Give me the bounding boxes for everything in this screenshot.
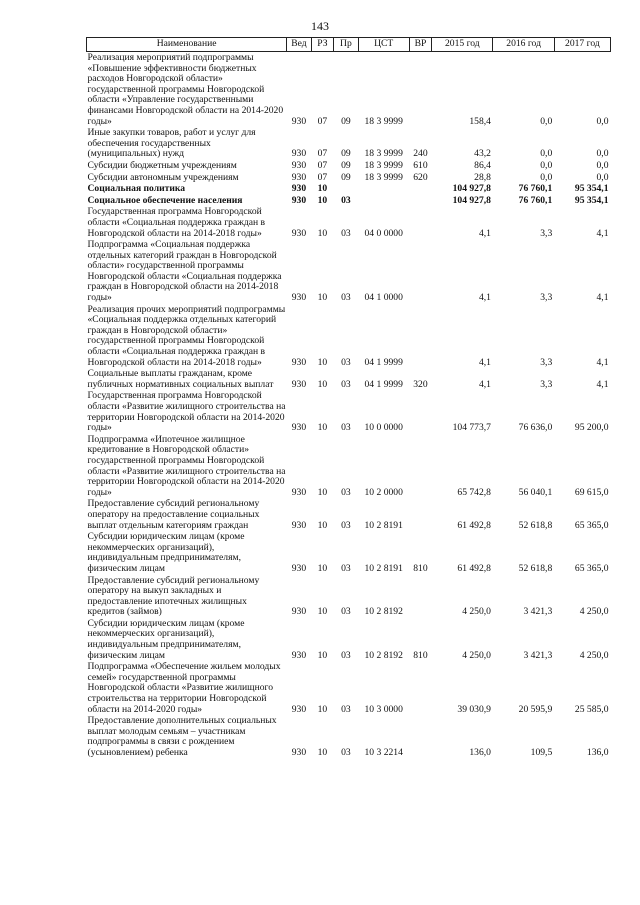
row-2017: 0,0 [596,171,609,183]
row-pr: 03 [341,356,351,368]
row-ved: 930 [291,486,307,498]
row-2017: 0,0 [596,148,609,160]
row-2017: 4,1 [596,227,609,239]
row-vr: 810 [413,649,428,661]
row-pr: 09 [341,159,351,171]
table-row [87,368,611,390]
row-vr [409,715,431,758]
row-name: Подпрограмма «Обеспечение жильем молодых семей» государственной программы Новгородской области «Развитие жилищного строительства на территории Новгородской области на 2014-2020 годы» [87,661,281,715]
row-pr: 03 [341,292,351,304]
row-ved: 930 [291,183,307,195]
row-cst: 10 3 2214 [364,747,403,758]
row-rz: 07 [317,159,328,171]
row-cst: 04 1 0000 [364,292,403,304]
row-cst: 18 3 9999 [364,115,403,127]
row-pr: 03 [341,486,351,498]
row-pr: 03 [341,703,351,715]
table-row [87,390,611,433]
row-rz: 10 [317,378,328,390]
row-ved: 930 [291,356,307,368]
row-cst: 04 1 9999 [364,378,403,390]
row-vr [409,52,431,128]
row-pr: 09 [341,115,351,127]
row-2015: 4,1 [478,378,491,390]
row-vr: 610 [413,159,428,171]
row-vr [409,498,431,531]
table-row [87,160,611,172]
table-row [87,206,611,239]
row-vr [409,575,431,618]
row-cst: 10 2 0000 [364,486,403,498]
row-rz: 10 [317,606,328,618]
row-vr [409,661,431,715]
row-2015: 61 492,8 [457,562,491,574]
row-name: Государственная программа Новгородской области «Социальная поддержка граждан в Новгородской области на 2014-2018 годы» [87,206,266,239]
row-ved: 930 [291,747,307,758]
row-2016: 3 421,3 [523,649,553,661]
row-ved: 930 [291,519,307,531]
row-name: Предоставление субсидий региональному оператору на выкуп закладных и предоставление ипотечных жилищных кредитов (займов) [87,574,260,618]
row-rz: 10 [317,486,328,498]
row-vr [409,183,431,195]
row-ved: 930 [291,292,307,304]
row-cst: 10 0 0000 [364,422,403,434]
row-2016: 76 760,1 [518,194,553,206]
row-name: Предоставление субсидий региональному оператору на предоставление социальных выплат отдельным категориям граждан [87,498,260,531]
row-2015: 4 250,0 [462,649,491,661]
row-vr: 240 [413,148,428,160]
row-cst [358,195,409,207]
table-row [87,661,611,715]
header-cst: ЦСТ [358,38,409,52]
row-vr [409,195,431,207]
row-2017: 4 250,0 [579,606,609,618]
row-2015: 4,1 [478,292,491,304]
row-2015: 158,4 [469,115,491,127]
row-ved: 930 [291,422,307,434]
row-rz: 10 [317,519,328,531]
row-pr: 03 [341,519,351,531]
table-header-row [87,38,611,52]
row-2016: 3,3 [540,378,553,390]
table-row [87,531,611,574]
row-pr: 03 [341,562,351,574]
row-ved: 930 [291,227,307,239]
row-name: Подпрограмма «Ипотечное жилищное кредитование в Новгородской области» государственной программы Новгородской области «Развитие жилищного строительства на территории Новгородской области на 2014-2020 годы» [87,433,286,498]
header-2017: 2017 год [554,38,610,52]
row-rz: 10 [317,183,328,195]
row-cst: 10 2 8191 [364,519,403,531]
row-cst: 04 0 0000 [364,227,403,239]
row-2016: 56 040,1 [518,486,553,498]
row-vr [409,390,431,433]
row-2016: 76 636,0 [518,422,553,434]
row-2016: 52 618,8 [518,519,553,531]
row-cst: 10 2 8192 [364,649,403,661]
row-name: Социальная политика [87,183,186,195]
row-pr: 09 [341,148,351,160]
row-cst: 10 3 0000 [364,703,403,715]
row-ved: 930 [291,703,307,715]
row-name: Государственная программа Новгородской области «Развитие жилищного строительства на территории Новгородской области на 2014-2020 годы» [87,390,286,434]
row-rz: 10 [317,292,328,304]
row-pr: 03 [341,649,351,661]
row-cst: 18 3 9999 [364,171,403,183]
row-vr [409,304,431,369]
row-name: Субсидии юридическим лицам (кроме некоммерческих организаций), индивидуальным предпринимателям, физическим лицам [87,531,245,574]
table-row [87,195,611,207]
table-row [87,127,611,160]
row-pr: 03 [341,378,351,390]
row-name: Социальное обеспечение населения [87,194,243,206]
row-2015: 86,4 [474,159,491,171]
row-cst: 18 3 9999 [364,148,403,160]
row-2016: 109,5 [530,747,553,758]
row-ved: 930 [291,159,307,171]
row-2017: 4 250,0 [579,649,609,661]
row-2015: 4 250,0 [462,606,491,618]
header-ved: Вед [287,38,312,52]
row-rz: 07 [317,148,328,160]
row-ved: 930 [291,649,307,661]
row-name: Субсидии автономным учреждениям [87,171,239,183]
row-name: Социальные выплаты гражданам, кроме публичных нормативных социальных выплат [87,368,274,390]
row-pr: 09 [341,171,351,183]
row-pr: 03 [341,606,351,618]
row-vr [409,434,431,499]
row-2016: 0,0 [540,159,553,171]
row-2015: 39 030,9 [457,703,491,715]
table-row [87,575,611,618]
table-row [87,183,611,195]
row-2015: 61 492,8 [457,519,491,531]
row-2015: 43,2 [474,148,491,160]
row-2016: 20 595,9 [518,703,553,715]
row-pr: 03 [341,422,351,434]
row-2017: 69 615,0 [574,486,609,498]
table-row [87,304,611,369]
table-row [87,434,611,499]
row-cst: 10 2 8192 [364,606,403,618]
row-2016: 76 760,1 [518,183,553,195]
row-ved: 930 [291,562,307,574]
row-vr [409,206,431,239]
row-2017: 25 585,0 [574,703,609,715]
row-cst [358,183,409,195]
header-2016: 2016 год [493,38,554,52]
header-2015: 2015 год [432,38,493,52]
row-2017: 0,0 [596,159,609,171]
row-2015: 4,1 [478,227,491,239]
row-2016: 3,3 [540,227,553,239]
table-row [87,52,611,128]
row-2017: 95 354,1 [574,183,609,195]
row-2015: 65 742,8 [457,486,491,498]
row-2016: 3 421,3 [523,606,553,618]
row-rz: 10 [317,356,328,368]
row-vr [409,239,431,304]
row-2015: 104 927,8 [452,194,491,206]
row-pr: 03 [341,194,351,206]
row-2016: 52 618,8 [518,562,553,574]
row-2017: 136,0 [586,747,609,758]
row-rz: 10 [317,422,328,434]
header-name: Наименование [87,38,287,52]
row-rz: 07 [317,115,328,127]
row-name: Предоставление дополнительных социальных выплат молодым семьям – участникам подпрограммы в связи с рождением (усыновлением) ребенка [87,715,277,758]
row-rz: 10 [317,562,328,574]
row-vr: 620 [413,171,428,183]
row-pr [334,183,359,195]
row-ved: 930 [291,148,307,160]
row-ved: 930 [291,606,307,618]
row-ved: 930 [291,115,307,127]
row-2015: 4,1 [478,356,491,368]
row-name: Субсидии бюджетным учреждениям [87,159,237,171]
row-2016: 0,0 [540,148,553,160]
row-name: Реализация прочих мероприятий подпрограммы «Социальная поддержка отдельных категорий граждан в Новгородской области» государственной программы Новгородской области «Социальная поддержка граждан в Новгородской области на 2014-2018 годы» [87,303,286,368]
row-name: Субсидии юридическим лицам (кроме некоммерческих организаций), индивидуальным предпринимателям, физическим лицам [87,617,245,661]
row-2016: 0,0 [540,115,553,127]
row-2017: 4,1 [596,378,609,390]
row-2016: 3,3 [540,292,553,304]
header-pr: Пр [334,38,359,52]
page-number: 143 [311,19,329,33]
table-row [87,715,611,758]
budget-table [86,37,611,759]
row-ved: 930 [291,194,307,206]
row-rz: 10 [317,747,328,758]
row-cst: 10 2 8191 [364,562,403,574]
row-pr: 03 [341,227,351,239]
row-2015: 104 927,8 [452,183,491,195]
row-rz: 10 [317,194,328,206]
row-2015: 136,0 [469,747,491,758]
row-2016: 0,0 [540,171,553,183]
row-2017: 95 200,0 [574,422,609,434]
row-2017: 4,1 [596,356,609,368]
row-ved: 930 [291,171,307,183]
row-2017: 65 365,0 [574,562,609,574]
row-name: Подпрограмма «Социальная поддержка отдельных категорий граждан в Новгородской области» государственной программы Новгородской области «Социальная поддержка граждан в Новгородской области на 2014-2018 годы» [87,239,282,304]
row-rz: 10 [317,227,328,239]
table-row [87,498,611,531]
table-row [87,239,611,304]
row-vr: 320 [413,378,428,390]
row-rz: 10 [317,649,328,661]
table-row [87,172,611,184]
row-pr: 03 [341,747,351,758]
row-rz: 10 [317,703,328,715]
row-rz: 07 [317,171,328,183]
row-cst: 18 3 9999 [364,159,403,171]
table-body [87,52,611,759]
row-name: Реализация мероприятий подпрограммы «Повышение эффективности бюджетных расходов Новгородской области» государственной программы Новгородской области «Управление государственными финансами Новгородской области на 2014-2020 годы» [87,52,284,127]
row-2017: 95 354,1 [574,194,609,206]
header-vr: ВР [409,38,431,52]
row-2017: 65 365,0 [574,519,609,531]
row-ved: 930 [291,378,307,390]
header-rz: РЗ [311,38,333,52]
row-2015: 104 773,7 [452,422,491,434]
row-2017: 4,1 [596,292,609,304]
row-2016: 3,3 [540,356,553,368]
row-2015: 28,8 [474,171,491,183]
row-cst: 04 1 9999 [364,356,403,368]
row-vr: 810 [413,562,428,574]
row-2017: 0,0 [596,115,609,127]
row-name: Иные закупки товаров, работ и услуг для обеспечения государственных (муниципальных) нужд [87,127,256,160]
table-row [87,618,611,661]
